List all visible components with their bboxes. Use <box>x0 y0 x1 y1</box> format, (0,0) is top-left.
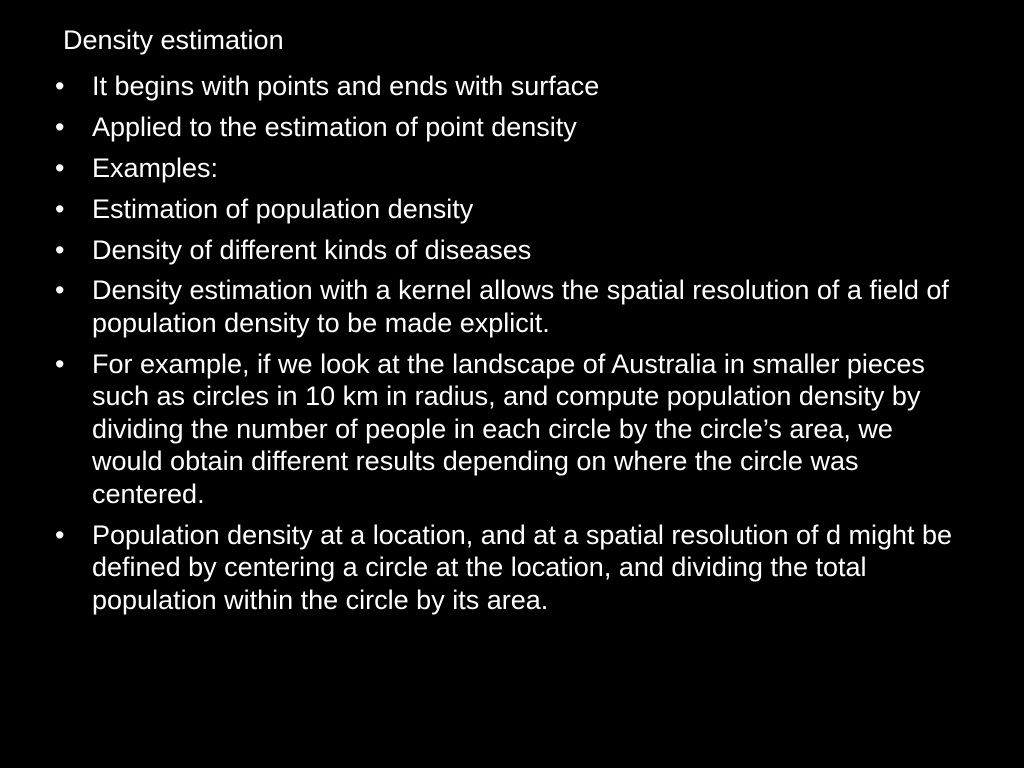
bullet-marker: • <box>55 71 65 101</box>
bullet-marker: • <box>55 152 65 183</box>
bullet-item <box>55 234 955 267</box>
bullet-marker: • <box>55 275 65 306</box>
bullet-text: It begins with points and ends with surface <box>92 71 600 101</box>
bullet-item <box>55 70 955 103</box>
bullet-text: Population density at a location, and at a spatial resolution of d might be defined by centering a circle at the location, and dividing the total population within the circle by its area. <box>92 519 953 615</box>
bullet-item <box>55 519 955 617</box>
bullet-item <box>55 348 955 511</box>
bullet-marker: • <box>55 234 65 265</box>
bullet-text: Applied to the estimation of point density <box>92 111 577 142</box>
bullet-marker: • <box>55 193 65 224</box>
bullet-text: Density estimation with a kernel allows the spatial resolution of a field of population density to be made explicit. <box>92 275 949 338</box>
bullet-list <box>55 70 955 625</box>
bullet-item <box>55 111 955 144</box>
bullet-item <box>55 152 955 185</box>
bullet-marker: • <box>55 519 65 550</box>
bullet-item <box>55 274 955 339</box>
bullet-text: Estimation of population density <box>92 193 474 224</box>
slide-title: Density estimation <box>63 25 284 55</box>
bullet-marker: • <box>55 348 65 379</box>
bullet-text: Examples: <box>92 152 219 183</box>
bullet-text: For example, if we look at the landscape of Australia in smaller pieces such as circles in 10 km in radius, and compute population density by dividing the number of people in each circle by the circle’s area, we would obtain different results depending on where the circle was centered. <box>92 348 925 509</box>
bullet-marker: • <box>55 111 65 142</box>
bullet-item <box>55 193 955 226</box>
bullet-text: Density of different kinds of diseases <box>92 234 532 265</box>
